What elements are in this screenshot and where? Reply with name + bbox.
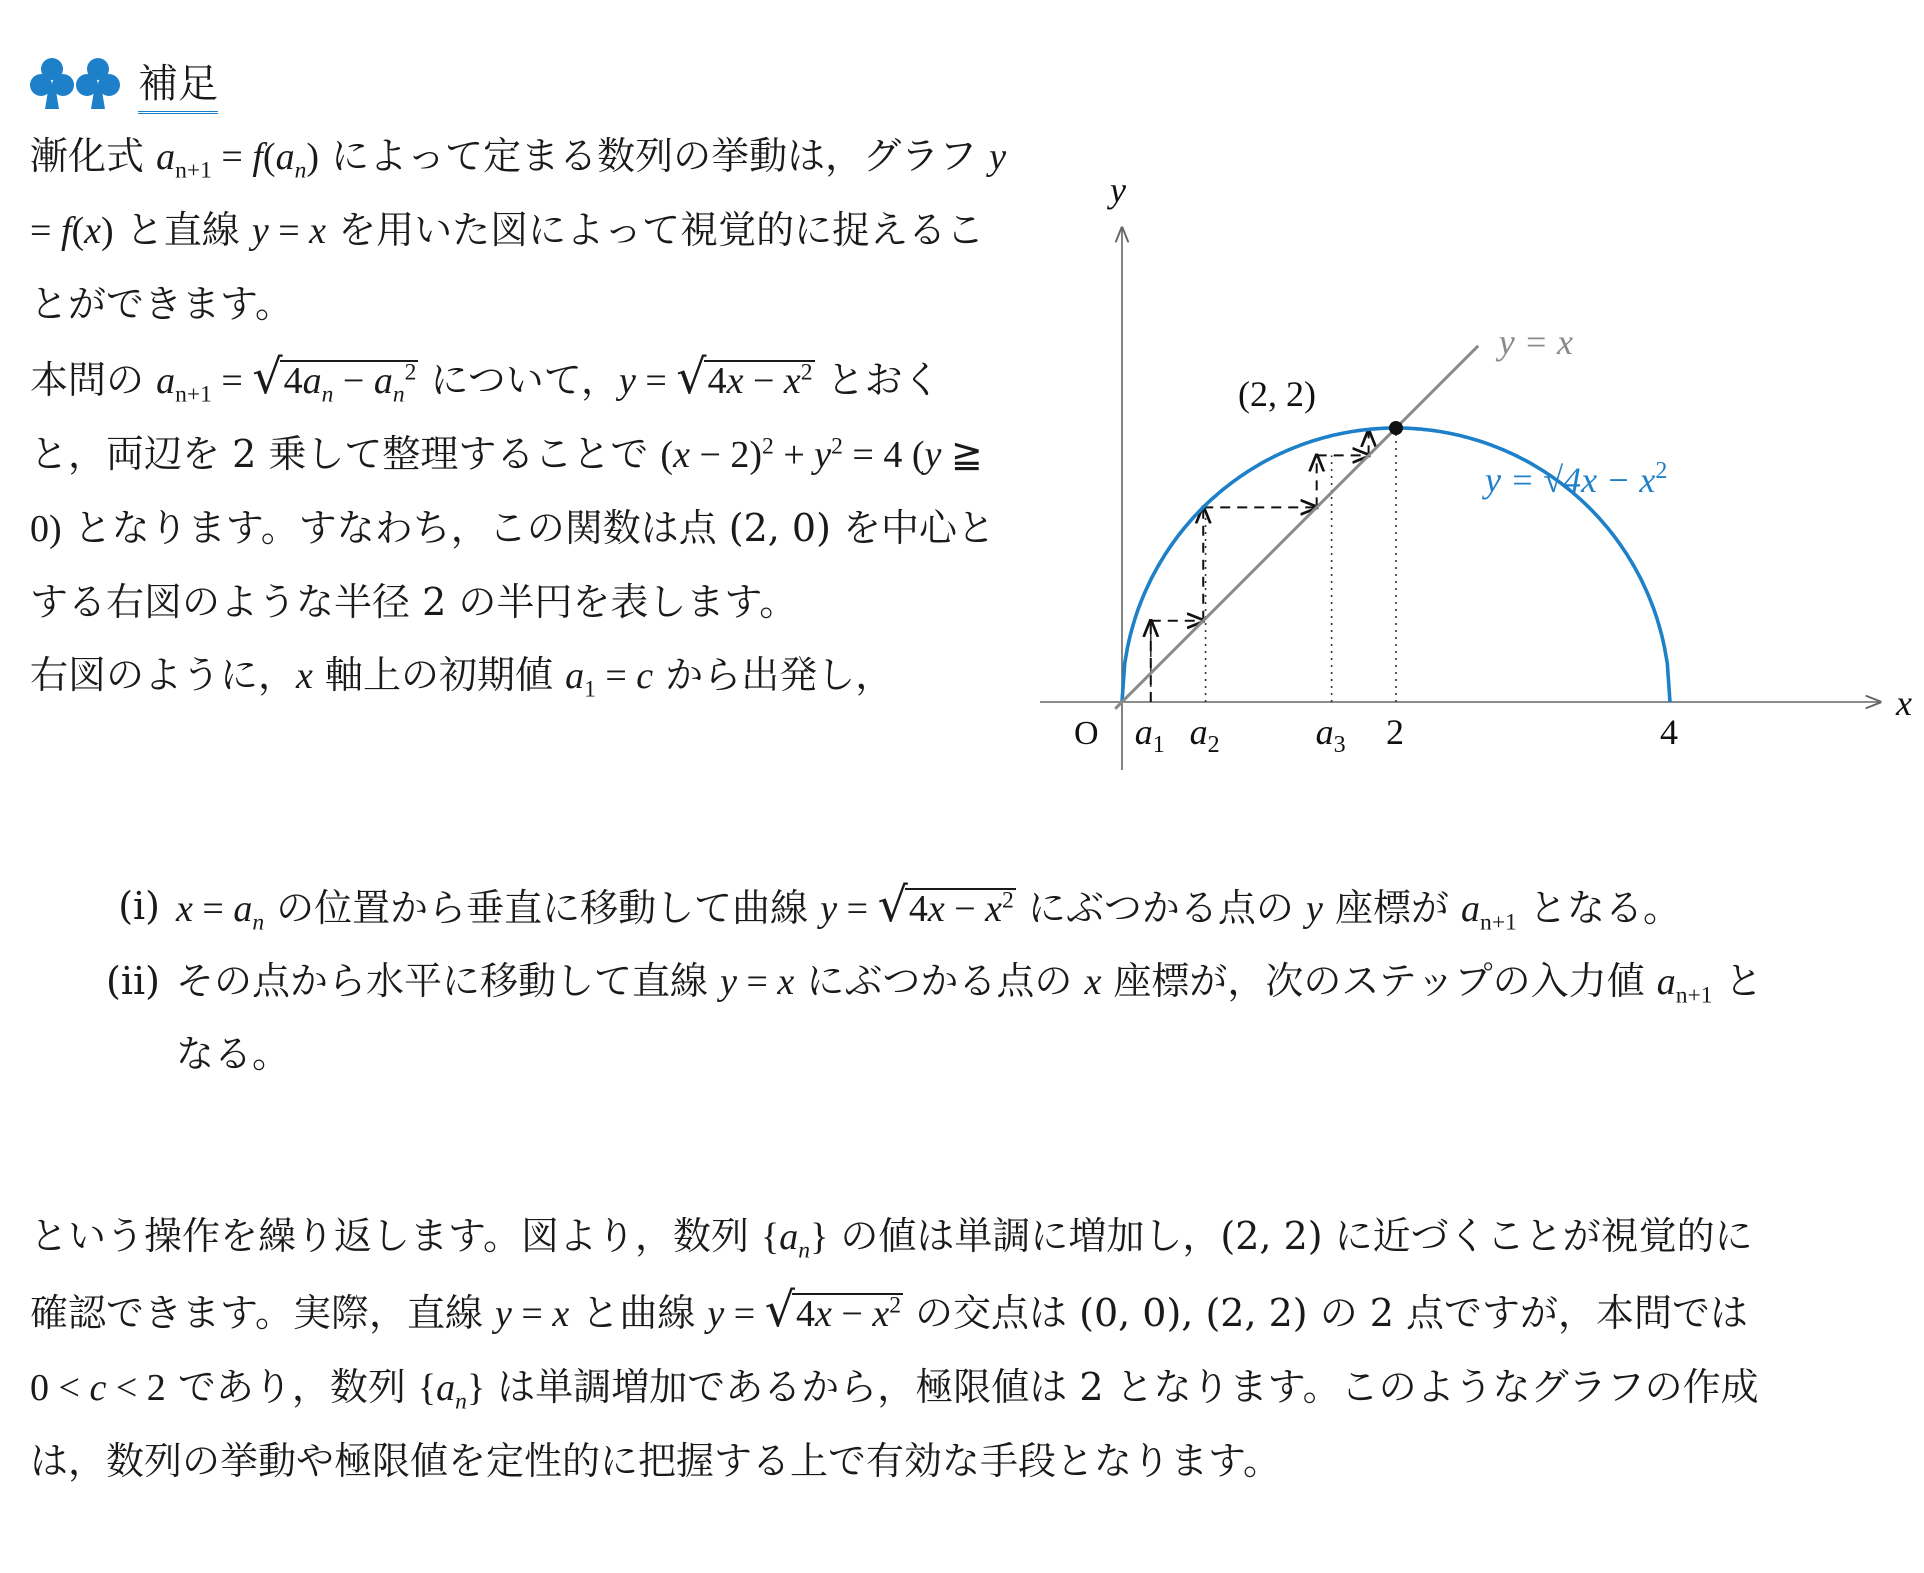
- list-item: (i) $x = a_n$ の位置から垂直に移動して曲線 $y = √4x - x^2$ にぶつかる点の y 座標が $a_{n+1}$ となる。: [118, 878, 1681, 936]
- iterate-label: $a_2$: [1189, 712, 1220, 758]
- x-tick-label: 2: [1386, 712, 1404, 752]
- x-axis-label: x: [1896, 683, 1912, 723]
- tick-labels: [1135, 712, 1678, 758]
- semicircle-label: [1482, 458, 1667, 500]
- identity-line-label: y = x: [1498, 321, 1573, 362]
- svg-text:y = √4x − x2: $y = √4x - x^2$: [1485, 458, 1668, 501]
- iterate-label: $a_3$: [1315, 712, 1346, 758]
- x-tick-label: 4: [1660, 712, 1678, 752]
- closing-text: [30, 1200, 1770, 1498]
- lead-paragraph-3: 右図のように，x 軸上の初期値 $a_1 = c$ から出発し，: [30, 653, 894, 703]
- y-axis-label: y: [1110, 170, 1126, 210]
- lead-paragraph-1: 漸化式 $a_{n+1} = f(a_n)$ によって定まる数列の挙動は，グラフ y = f(x) と直線 y = x を用いた図によって視覚的に捉えることができます。: [30, 134, 1007, 326]
- lead-paragraph-2: 本問の $a_{n+1} = √4a_n - a_n^2$ について，$y = √4x - x^2$ とおくと，両辺を 2 乗して整理することで $(x - 2)^2 + y^2 = 4$ (y ≧ 0) となります。すなわち，この関数は点 (2, 0) を中心とする右図のような半径 2 の半円を表します。: [30, 350, 996, 624]
- cobweb-figure: [1030, 160, 1920, 800]
- procedure-list: [56, 870, 1776, 1090]
- section-title: 補足: [138, 52, 218, 114]
- iterate-guides: [1151, 431, 1396, 702]
- club-suit-icon: [30, 53, 126, 113]
- list-item: (ii) その点から水平に移動して直線 y = x にぶつかる点の x 座標が，次のステップの入力値 $a_{n+1}$ となる。: [106, 959, 1763, 1076]
- fixed-point-label: (2, 2): [1238, 374, 1316, 414]
- origin-label: O: [1074, 715, 1099, 752]
- section-header: [30, 48, 218, 118]
- closing-paragraph: という操作を繰り返します。図より，数列 $\{a_n\}$ の値は単調に増加し，(2, 2) に近づくことが視覚的に確認できます。実際，直線 y = x と曲線 $y = √4x - x^2$ の交点は (0, 0), (2, 2) の 2 点ですが，本問では 0 < c < 2 であり，数列 $\{a_n\}$ は単調増加であるから，極限値は 2 となります。このようなグラフの作成は，数列の挙動や極限値を定性的に把握する上で有効な手段となります。: [30, 1214, 1759, 1483]
- fixed-point-marker: [1389, 421, 1403, 435]
- lead-text: [30, 120, 1010, 713]
- iterate-label: $a_1$: [1134, 712, 1165, 758]
